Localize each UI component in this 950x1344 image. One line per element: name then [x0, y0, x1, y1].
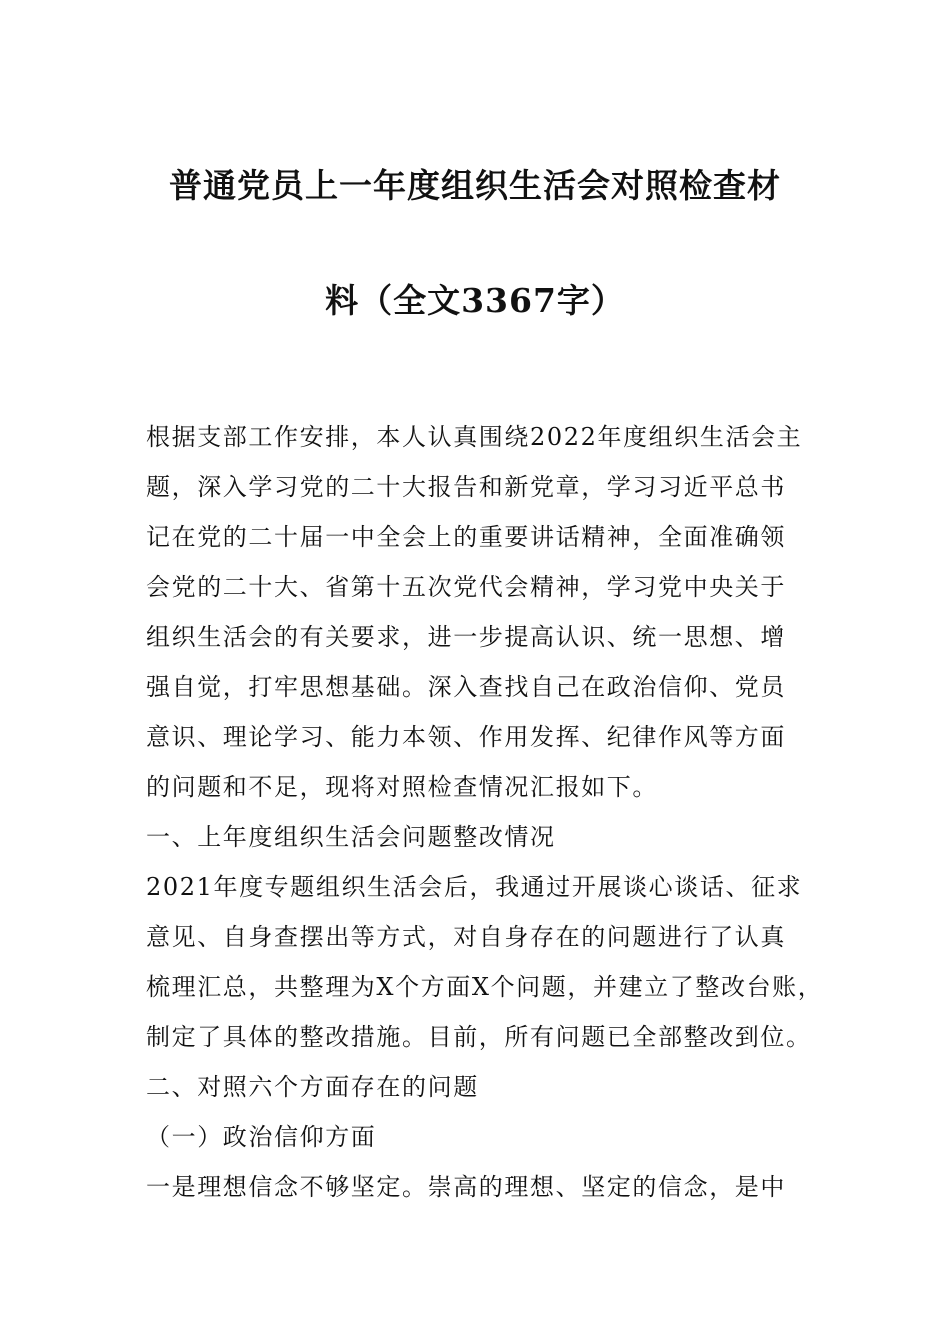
body-line: 会党的二十大、省第十五次党代会精神，学习党中央关于	[146, 573, 786, 601]
body-line: 梳理汇总，共整理为X个方面X个问题，并建立了整改台账，	[146, 973, 824, 1001]
body-line: 记在党的二十届一中全会上的重要讲话精神，全面准确领	[146, 523, 786, 551]
body-line: 制定了具体的整改措施。目前，所有问题已全部整改到位。	[146, 1023, 812, 1051]
body-line: 根据支部工作安排，本人认真围绕2022年度组织生活会主	[146, 423, 803, 451]
document-body	[146, 412, 846, 1212]
body-line: 意见、自身查摆出等方式，对自身存在的问题进行了认真	[146, 923, 786, 951]
section-heading-1: 一、上年度组织生活会问题整改情况	[146, 823, 556, 851]
document-title-line-1: 普通党员上一年度组织生活会对照检查材	[169, 166, 781, 205]
document-title-line-2: 料（全文3367字）	[325, 281, 625, 320]
body-line: 强自觉，打牢思想基础。深入查找自己在政治信仰、党员	[146, 673, 786, 701]
body-line: 组织生活会的有关要求，进一步提高认识、统一思想、增	[146, 623, 786, 651]
subsection-heading: （一）政治信仰方面	[146, 1123, 377, 1151]
body-line: 2021年度专题组织生活会后，我通过开展谈心谈话、征求	[146, 873, 803, 901]
body-line: 一是理想信念不够坚定。崇高的理想、坚定的信念，是中	[146, 1173, 786, 1201]
body-line: 的问题和不足，现将对照检查情况汇报如下。	[146, 773, 658, 801]
body-line: 题，深入学习党的二十大报告和新党章，学习习近平总书	[146, 473, 786, 501]
section-heading-2: 二、对照六个方面存在的问题	[146, 1073, 479, 1101]
body-line: 意识、理论学习、能力本领、作用发挥、纪律作风等方面	[146, 723, 786, 751]
